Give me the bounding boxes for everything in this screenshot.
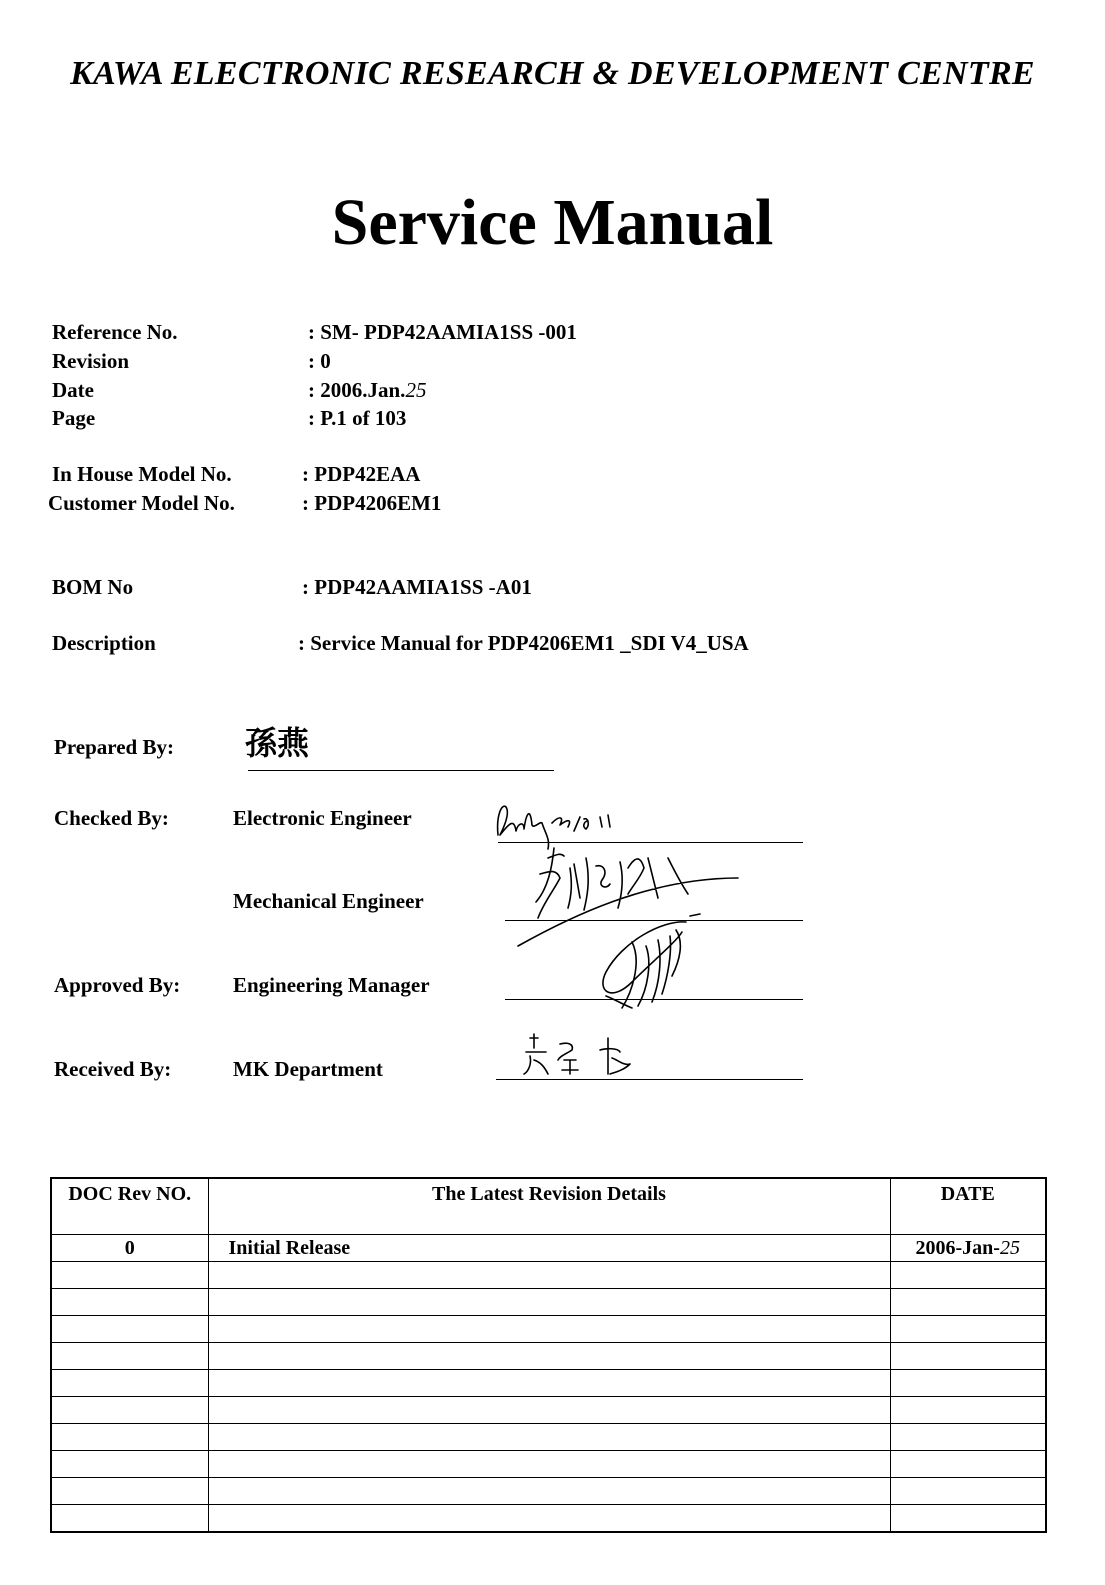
empty-cell xyxy=(208,1289,890,1316)
table-row xyxy=(51,1397,1046,1424)
empty-cell xyxy=(208,1262,890,1289)
description-value: : Service Manual for PDP4206EM1 _SDI V4_USA xyxy=(298,631,749,655)
empty-cell xyxy=(208,1343,890,1370)
empty-cell xyxy=(208,1505,890,1533)
handwritten-day: 25 xyxy=(405,378,427,402)
prepared-by-signature: 孫燕 xyxy=(245,724,310,762)
mk-department-label: MK Department xyxy=(233,1057,383,1081)
revision-details-header: The Latest Revision Details xyxy=(208,1178,890,1235)
empty-cell xyxy=(208,1397,890,1424)
table-header-row xyxy=(51,1178,1046,1235)
engineering-manager-label: Engineering Manager xyxy=(233,973,430,997)
date-value: : 2006.Jan.25 xyxy=(308,378,427,402)
empty-cell xyxy=(51,1397,208,1424)
prepared-signature-line xyxy=(248,770,554,771)
revision-value: : 0 xyxy=(308,349,331,373)
date-header: DATE xyxy=(890,1178,1046,1235)
empty-cell xyxy=(51,1343,208,1370)
customer-model-label: Customer Model No. xyxy=(48,491,235,515)
details-cell: Initial Release xyxy=(208,1235,890,1262)
reference-no-label: Reference No. xyxy=(52,320,178,344)
empty-cell xyxy=(208,1370,890,1397)
in-house-model-label: In House Model No. xyxy=(52,462,232,486)
date-label: Date xyxy=(52,378,94,402)
empty-cell xyxy=(51,1316,208,1343)
empty-cell xyxy=(890,1262,1046,1289)
empty-cell xyxy=(208,1424,890,1451)
empty-cell xyxy=(890,1316,1046,1343)
empty-cell xyxy=(208,1478,890,1505)
bom-value: : PDP42AAMIA1SS -A01 xyxy=(302,575,532,599)
empty-cell xyxy=(890,1370,1046,1397)
table-row xyxy=(51,1235,1046,1262)
empty-cell xyxy=(890,1343,1046,1370)
empty-cell xyxy=(208,1316,890,1343)
table-row xyxy=(51,1505,1046,1533)
empty-cell xyxy=(51,1451,208,1478)
table-row xyxy=(51,1478,1046,1505)
received-by-label: Received By: xyxy=(54,1057,172,1081)
customer-model-value: : PDP4206EM1 xyxy=(302,491,442,515)
rev-cell: 0 xyxy=(51,1235,208,1262)
table-row xyxy=(51,1343,1046,1370)
table-row xyxy=(51,1316,1046,1343)
empty-cell xyxy=(890,1424,1046,1451)
empty-cell xyxy=(208,1451,890,1478)
empty-cell xyxy=(51,1289,208,1316)
revision-table xyxy=(50,1177,1047,1533)
in-house-model-value: : PDP42EAA xyxy=(302,462,421,486)
table-row xyxy=(51,1262,1046,1289)
description-label: Description xyxy=(52,631,156,655)
page-value: : P.1 of 103 xyxy=(308,406,407,430)
empty-cell xyxy=(890,1478,1046,1505)
checked-by-label: Checked By: xyxy=(54,806,169,830)
empty-cell xyxy=(890,1397,1046,1424)
revision-label: Revision xyxy=(52,349,130,373)
doc-rev-header: DOC Rev NO. xyxy=(51,1178,208,1235)
date-cell: 2006-Jan-25 xyxy=(890,1235,1046,1262)
empty-cell xyxy=(51,1424,208,1451)
prepared-by-label: Prepared By: xyxy=(54,735,174,759)
empty-cell xyxy=(51,1262,208,1289)
empty-cell xyxy=(890,1289,1046,1316)
page-label: Page xyxy=(52,406,96,430)
empty-cell xyxy=(890,1505,1046,1533)
empty-cell xyxy=(890,1451,1046,1478)
organization-name: KAWA ELECTRONIC RESEARCH & DEVELOPMENT CENTRE xyxy=(70,55,1035,92)
empty-cell xyxy=(51,1478,208,1505)
table-row xyxy=(51,1451,1046,1478)
approved-by-label: Approved By: xyxy=(54,973,181,997)
reference-no-value: : SM- PDP42AAMIA1SS -001 xyxy=(308,320,577,344)
document-title: Service Manual xyxy=(331,186,774,259)
table-row xyxy=(51,1370,1046,1397)
electronic-engineer-label: Electronic Engineer xyxy=(233,806,412,830)
empty-cell xyxy=(51,1370,208,1397)
bom-label: BOM No xyxy=(52,575,134,599)
engineering-manager-signature xyxy=(592,912,712,1012)
mechanical-engineer-label: Mechanical Engineer xyxy=(233,889,424,913)
empty-cell xyxy=(51,1505,208,1533)
mk-department-signature xyxy=(520,1030,670,1080)
table-row xyxy=(51,1424,1046,1451)
table-row xyxy=(51,1289,1046,1316)
